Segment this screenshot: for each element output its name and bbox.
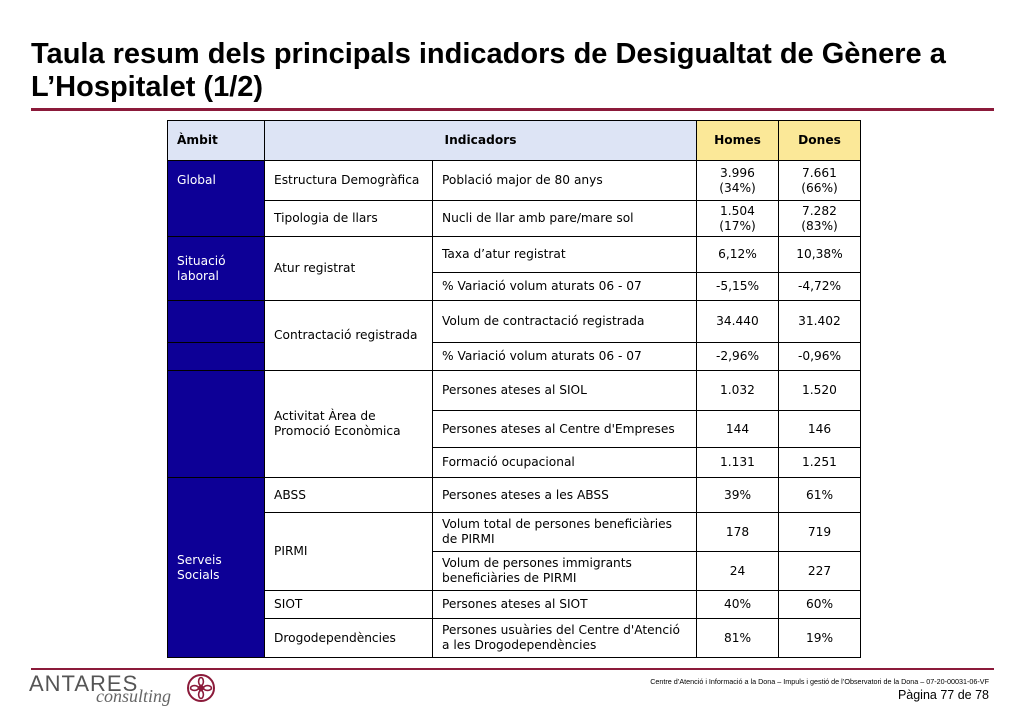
group-siot: SIOT	[265, 591, 433, 619]
homes-value: 3.996 (34%)	[697, 161, 779, 201]
homes-value: 24	[697, 552, 779, 591]
dones-value: 61%	[779, 478, 861, 513]
table-row	[168, 619, 861, 658]
indicator-cell: % Variació volum aturats 06 - 07	[433, 343, 697, 371]
ambit-global: Global	[168, 161, 265, 237]
group-atur: Atur registrat	[265, 237, 433, 301]
group-contractacio: Contractació registrada	[265, 301, 433, 371]
ambit-blank	[168, 301, 265, 343]
document-reference: Centre d’Atenció i Informació a la Dona – Impuls i gestió de l’Observatori de la Dona – 07-20-00031-06-VF	[650, 677, 989, 686]
dones-value: 7.282 (83%)	[779, 201, 861, 237]
page-number: Pàgina 77 de 78	[897, 688, 989, 702]
indicator-cell: Volum total de persones beneficiàries de PIRMI	[433, 513, 697, 552]
ambit-serveis-socials: Serveis Socials	[168, 478, 265, 658]
group-tipologia: Tipologia de llars	[265, 201, 433, 237]
group-pirmi: PIRMI	[265, 513, 433, 591]
title-divider	[31, 108, 994, 111]
indicator-cell: Població major de 80 anys	[433, 161, 697, 201]
table-row	[168, 478, 861, 513]
table-row	[168, 371, 861, 411]
homes-value: 34.440	[697, 301, 779, 343]
footer-divider	[31, 668, 994, 670]
homes-value: 1.504 (17%)	[697, 201, 779, 237]
homes-value: 6,12%	[697, 237, 779, 273]
table-row	[168, 161, 861, 201]
group-drogo: Drogodependències	[265, 619, 433, 658]
brand-logo: ANTARES	[29, 671, 139, 696]
homes-value: 40%	[697, 591, 779, 619]
dones-value: 7.661 (66%)	[779, 161, 861, 201]
homes-value: 81%	[697, 619, 779, 658]
dones-value: 227	[779, 552, 861, 591]
homes-value: 178	[697, 513, 779, 552]
indicator-cell: % Variació volum aturats 06 - 07	[433, 273, 697, 301]
indicator-cell: Persones ateses a les ABSS	[433, 478, 697, 513]
dones-value: 1.251	[779, 448, 861, 478]
indicator-cell: Taxa d’atur registrat	[433, 237, 697, 273]
table-row	[168, 201, 861, 237]
dones-value: -4,72%	[779, 273, 861, 301]
indicator-cell: Persones ateses al Centre d'Empreses	[433, 411, 697, 448]
dones-value: -0,96%	[779, 343, 861, 371]
brand-subtitle: consulting	[96, 686, 171, 706]
homes-value: -2,96%	[697, 343, 779, 371]
group-abss: ABSS	[265, 478, 433, 513]
table-row	[168, 301, 861, 343]
dones-value: 719	[779, 513, 861, 552]
indicator-cell: Nucli de llar amb pare/mare sol	[433, 201, 697, 237]
table-row	[168, 237, 861, 273]
dones-value: 146	[779, 411, 861, 448]
indicator-cell: Persones ateses al SIOL	[433, 371, 697, 411]
dones-value: 1.520	[779, 371, 861, 411]
dones-value: 19%	[779, 619, 861, 658]
indicator-cell: Formació ocupacional	[433, 448, 697, 478]
indicator-cell: Persones ateses al SIOT	[433, 591, 697, 619]
indicator-cell: Persones usuàries del Centre d'Atenció a les Drogodependències	[433, 619, 697, 658]
table-row	[168, 591, 861, 619]
ambit-blank	[168, 371, 265, 478]
homes-value: 144	[697, 411, 779, 448]
indicator-cell: Volum de contractació registrada	[433, 301, 697, 343]
group-activitat: Activitat Àrea de Promoció Econòmica	[265, 371, 433, 478]
page-title: Taula resum dels principals indicadors de Desigualtat de Gènere a L’Hospitalet (1/2)	[31, 38, 946, 103]
ambit-blank	[168, 343, 265, 371]
homes-value: 1.131	[697, 448, 779, 478]
header-indicadors: Indicadors	[265, 121, 697, 161]
ambit-situacio-laboral: Situació laboral	[168, 237, 265, 301]
table-header-row	[168, 121, 861, 161]
header-ambit: Àmbit	[168, 121, 265, 161]
dones-value: 31.402	[779, 301, 861, 343]
indicator-cell: Volum de persones immigrants beneficiàries de PIRMI	[433, 552, 697, 591]
homes-value: -5,15%	[697, 273, 779, 301]
indicators-table	[167, 120, 861, 658]
table-row	[168, 513, 861, 552]
group-estructura: Estructura Demogràfica	[265, 161, 433, 201]
header-homes: Homes	[697, 121, 779, 161]
dones-value: 60%	[779, 591, 861, 619]
dones-value: 10,38%	[779, 237, 861, 273]
homes-value: 1.032	[697, 371, 779, 411]
header-dones: Dones	[779, 121, 861, 161]
flower-logo-icon	[186, 673, 216, 703]
homes-value: 39%	[697, 478, 779, 513]
